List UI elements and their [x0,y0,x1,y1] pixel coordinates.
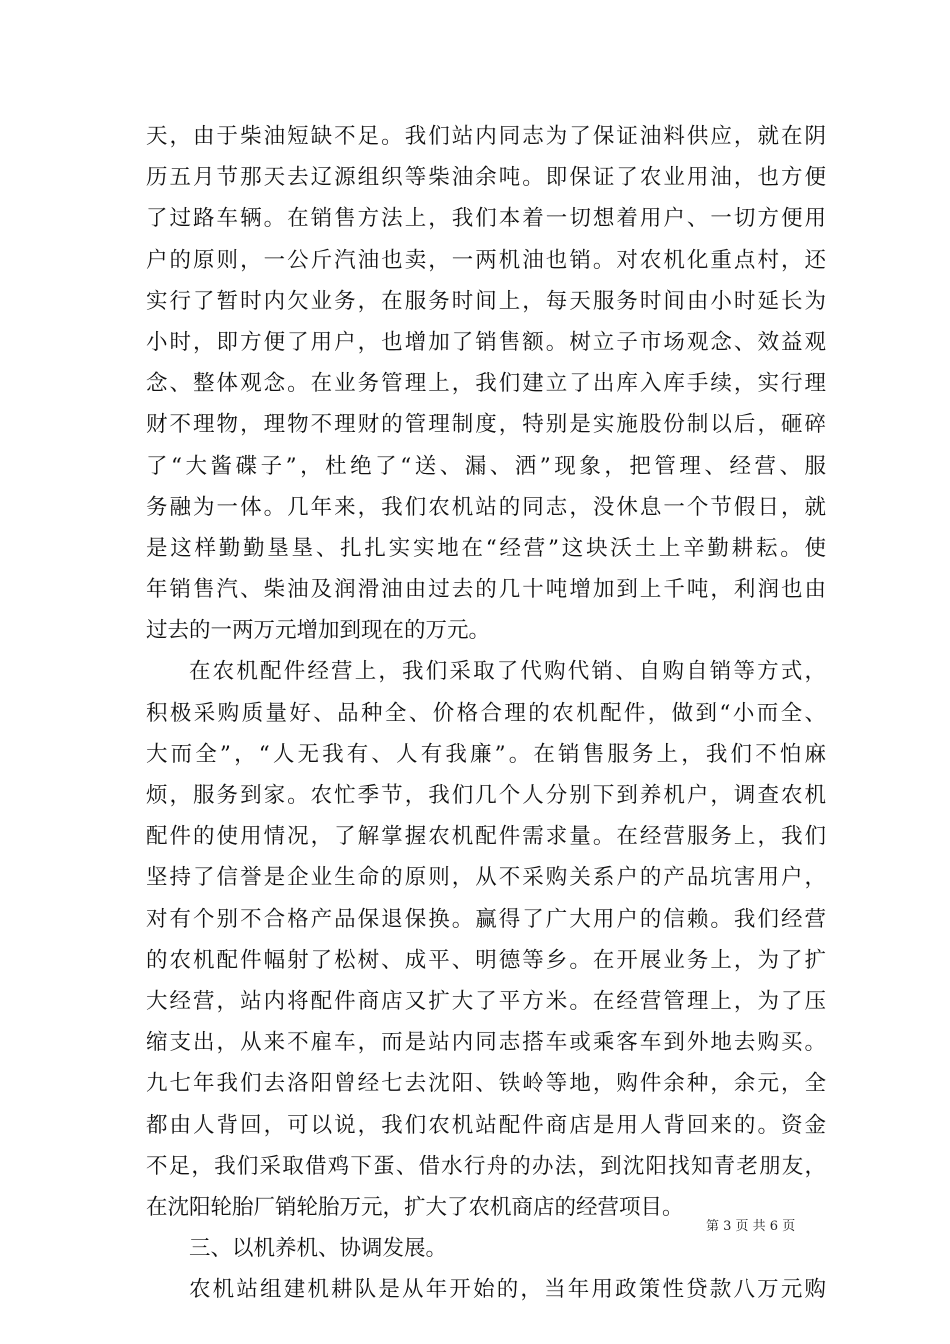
text-line: 天，由于柴油短缺不足。我们站内同志为了保证油料供应，就在阴 [146,124,826,149]
text-line: 念、整体观念。在业务管理上，我们建立了出库入库手续，实行理 [146,371,826,397]
text-line: 实行了暂时内欠业务，在服务时间上，每天服务时间由小时延长为 [146,288,826,314]
text-line: 大而全”，“人无我有、人有我廉”。在销售服务上，我们不怕麻 [146,741,826,767]
text-line: 缩支出，从来不雇车，而是站内同志搭车或乘客车到外地去购买。 [146,1030,826,1056]
text-line: 的农机配件幅射了松树、成平、明德等乡。在开展业务上，为了扩 [146,947,826,973]
text-line: 九七年我们去洛阳曾经七去沈阳、铁岭等地，购件余种，余元，全 [146,1071,826,1097]
text-line: 三、以机养机、协调发展。 [189,1236,448,1262]
text-line: 了过路车辆。在销售方法上，我们本着一切想着用户、一切方便用 [146,206,826,232]
text-line: 户的原则，一公斤汽油也卖，一两机油也销。对农机化重点村，还 [146,247,826,273]
text-line: 在农机配件经营上，我们采取了代购代销、自购自销等方式， [189,659,826,685]
text-line: 对有个别不合格产品保退保换。赢得了广大用户的信赖。我们经营 [146,906,826,932]
text-line: 农机站组建机耕队是从年开始的，当年用政策性贷款八万元购 [189,1277,826,1303]
text-line: 坚持了信誉是企业生命的原则，从不采购关系户的产品坑害用户， [146,865,826,891]
document-body [146,116,826,1310]
text-line: 了“大酱碟子”，杜绝了“送、漏、洒”现象，把管理、经营、服 [146,453,826,479]
text-line: 财不理物，理物不理财的管理制度，特别是实施股份制以后，砸碎 [146,412,826,438]
text-line: 都由人背回，可以说，我们农机站配件商店是用人背回来的。资金 [146,1112,826,1138]
text-line: 不足，我们采取借鸡下蛋、借水行舟的办法，到沈阳找知青老朋友， [146,1153,826,1179]
text-line: 年销售汽、柴油及润滑油由过去的几十吨增加到上千吨，利润也由 [146,577,826,603]
text-line: 历五月节那天去辽源组织等柴油余吨。即保证了农业用油，也方便 [146,165,826,191]
text-line: 配件的使用情况，了解掌握农机配件需求量。在经营服务上，我们 [146,824,826,850]
text-line: 在沈阳轮胎厂销轮胎万元，扩大了农机商店的经营项目。 [146,1194,684,1220]
text-line: 大经营，站内将配件商店又扩大了平方米。在经营管理上，为了压 [146,988,826,1014]
text-line: 是这样勤勤垦垦、扎扎实实地在“经营”这块沃土上辛勤耕耘。使 [146,535,826,561]
text-line: 烦，服务到家。农忙季节，我们几个人分别下到养机户，调查农机 [146,783,826,808]
text-line: 积极采购质量好、品种全、价格合理的农机配件，做到“小而全、 [146,700,826,726]
text-line: 过去的一两万元增加到现在的万元。 [146,618,491,644]
text-line: 务融为一体。几年来，我们农机站的同志，没休息一个节假日，就 [146,494,826,520]
page-number-label: 第 3 页 共 6 页 [706,1219,796,1234]
text-line: 小时，即方便了用户，也增加了销售额。树立子市场观念、效益观 [146,329,826,355]
